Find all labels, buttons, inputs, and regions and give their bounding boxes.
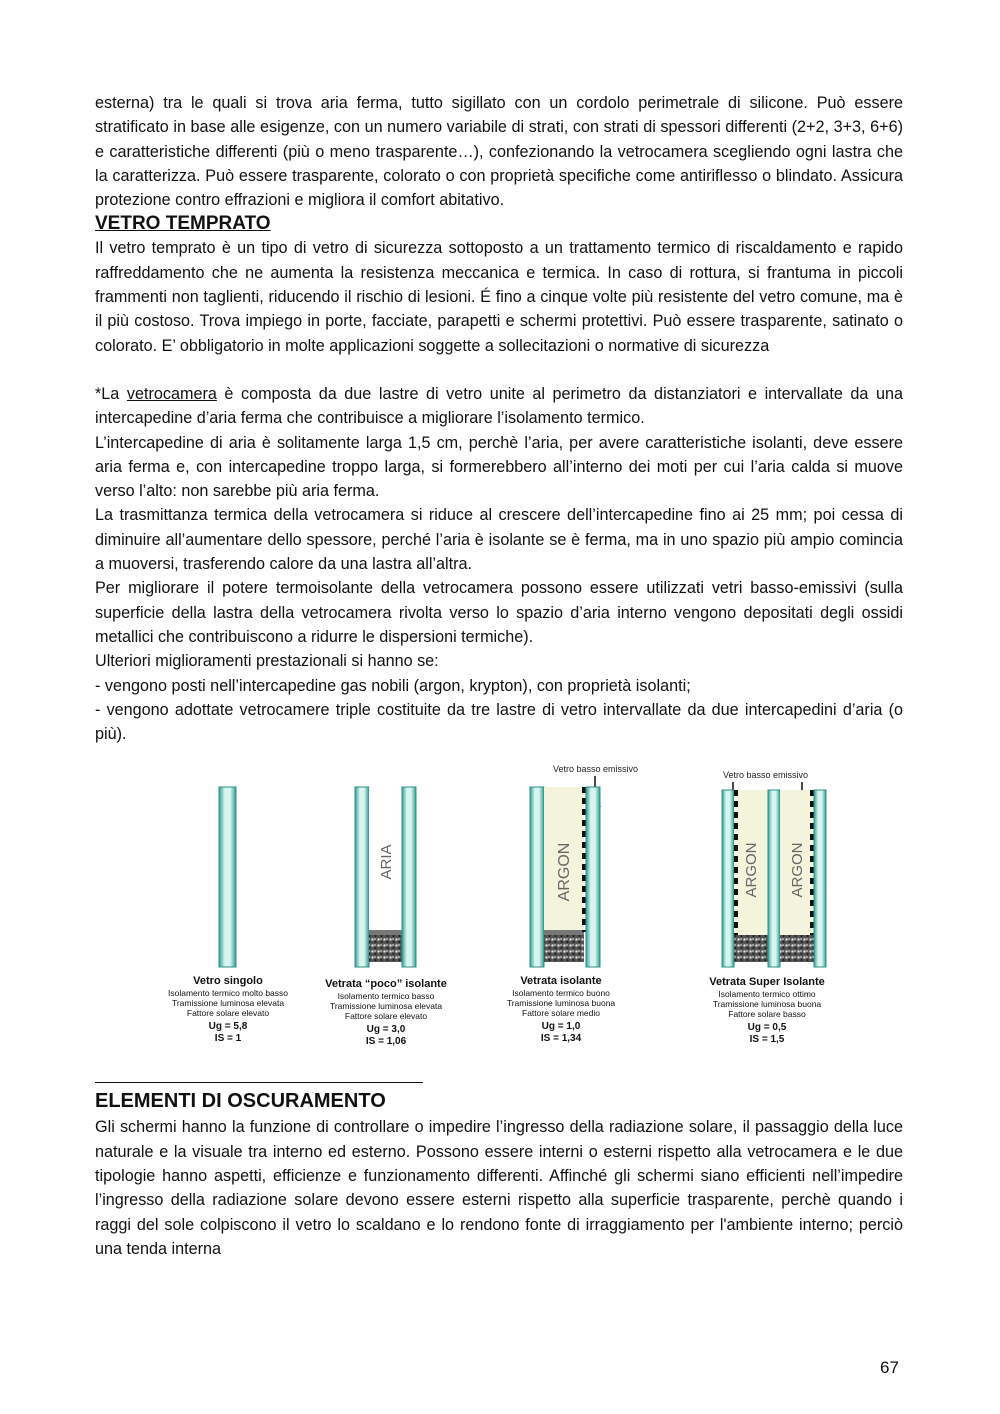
caption-3: [507, 975, 616, 1044]
note-paragraph-4: Per migliorare il potere termoisolante della vetrocamera possono essere utilizzati vetri basso-emissivi (sulla superficie della lastra della vetrocamera rivolta verso lo spazio d’aria interno vengono depositati degli ossidi metallici che contribuiscono a ridurre le dispersioni termiche).: [95, 579, 903, 646]
note-paragraph-1: [95, 382, 903, 431]
glazing-diagram: [95, 752, 903, 1052]
caption-3-is: IS = 1,34: [540, 1033, 582, 1045]
caption-1-ug: Ug = 5,8: [208, 1021, 248, 1033]
gas-label-argon-3: ARGON: [789, 842, 806, 898]
gas-label-aria: ARIA: [378, 844, 395, 880]
caption-1: [168, 975, 288, 1044]
caption-3-line2: Tramissione luminosa buona: [506, 998, 616, 1009]
intro-paragraph: esterna) tra le quali si trova aria ferma, tutto sigillato con un cordolo perimetrale di silicone. Può essere stratificato in base alle esigenze, con un numero variabile di strati, con strati di spessori differenti (2+2, 3+3, 6+6) e caratteristiche differenti (più o meno trasparente…), confezionando la vetrocamera scegliendo ogni lastra che la caratterizza. Può essere trasparente, colorato o con proprietà specifiche come antiriflesso o blindato. Assicura protezione contro effrazioni e migliora il comfort abitativo.: [95, 94, 903, 210]
caption-2-line2: Tramissione luminosa elevata: [329, 1001, 443, 1012]
caption-2-is: IS = 1,06: [365, 1036, 407, 1048]
caption-1-line2: Tramissione luminosa elevata: [171, 998, 285, 1009]
caption-2-line3: Fattore solare elevato: [344, 1011, 428, 1022]
gas-label-argon-2: ARGON: [743, 842, 760, 898]
heading-vetro-temprato: VETRO TEMPRATO: [95, 213, 271, 235]
caption-2: [325, 978, 447, 1047]
page-number: 67: [880, 1358, 899, 1377]
note-paragraph-6: - vengono posti nell’intercapedine gas nobili (argon, krypton), con proprietà isolanti;: [95, 676, 691, 695]
caption-4-line1: Isolamento termico ottimo: [718, 989, 816, 1000]
panel-air-glazing: [355, 787, 416, 967]
heading-oscuramento: ELEMENTI DI OSCURAMENTO: [95, 1090, 386, 1113]
gas-label-argon-1: ARGON: [556, 843, 573, 902]
caption-3-line1: Isolamento termico buono: [512, 988, 610, 999]
note-paragraph-2: L’intercapedine di aria è solitamente larga 1,5 cm, perchè l’aria, per avere caratteristiche isolanti, deve essere aria ferma e, con intercapedine troppo larga, si formerebbero all’interno dei moti per cui l’aria calda si muove verso l’alto: non sarebbe più aria ferma.: [95, 433, 903, 501]
caption-3-ug: Ug = 1,0: [541, 1021, 581, 1033]
oscuramento-paragraph: Gli schermi hanno la funzione di controllare o impedire l’ingresso della radiazione solare, il passaggio della luce naturale e la visuale tra interno ed esterno. Possono essere interni o esterni rispetto alla vetrocamera e le due tipologie hanno aspetti, efficienze e funzionamento differenti. Affinché gli schermi siano efficienti nell’impedire l’ingresso della radiazione solare devono essere esterni rispetto alla superficie trasparente, perchè quando i raggi del sole colpiscono il vetro lo scaldano e lo rendono fonte di irraggiamento per l'ambiente interno; perciò una tenda interna: [95, 1118, 903, 1258]
caption-2-line1: Isolamento termico basso: [337, 991, 435, 1002]
caption-4-is: IS = 1,5: [749, 1034, 785, 1046]
caption-1-line3: Fattore solare elevato: [186, 1008, 270, 1019]
separator-line: [95, 1082, 423, 1083]
caption-4-title: Vetrata Super Isolante: [709, 976, 825, 989]
caption-1-is: IS = 1: [214, 1033, 242, 1045]
note-prefix: *La: [95, 384, 127, 403]
note-rest: è composta da due lastre di vetro unite al perimetro da distanziatori e intervallate da una intercapedine d’aria ferma che contribuisce a migliorare l’isolamento termico.: [95, 384, 903, 428]
note-paragraph-3: La trasmittanza termica della vetrocamera si riduce al crescere dell’intercapedine fino ai 25 mm; poi cessa di diminuire all’aumentare dello spessore, perché l’aria è isolante se è ferma, ma in uno spazio più ampio comincia a muoversi, trasferendo calore da una lastra all’altra.: [95, 506, 903, 574]
note-paragraph-7: - vengono adottate vetrocamere triple costituite da tre lastre di vetro intervallate da due intercapedini d’aria (o più).: [95, 700, 903, 744]
low-e-label-2: Vetro basso emissivo: [723, 770, 809, 781]
spacer: [95, 358, 903, 382]
page-content: [95, 91, 903, 1261]
panel-triple-glazing: [722, 770, 826, 967]
caption-3-line3: Fattore solare medio: [522, 1008, 600, 1019]
low-e-label-1: Vetro basso emissivo: [553, 764, 639, 775]
caption-4-line3: Fattore solare basso: [728, 1009, 806, 1020]
caption-4: [709, 976, 825, 1045]
caption-1-title: Vetro singolo: [193, 975, 263, 988]
caption-2-title: Vetrata “poco” isolante: [325, 978, 447, 991]
note-paragraph-5: Ulteriori miglioramenti prestazionali si hanno se:: [95, 652, 439, 671]
caption-3-title: Vetrata isolante: [520, 975, 602, 988]
caption-1-line1: Isolamento termico molto basso: [168, 988, 288, 999]
panel-single-glass: [219, 787, 236, 967]
vetro-temprato-paragraph: Il vetro temprato è un tipo di vetro di sicurezza sottoposto a un trattamento termico di riscaldamento e rapido raffreddamento che ne aumenta la resistenza meccanica e termica. In caso di rottura, si frantuma in piccoli frammenti non taglienti, riducendo il rischio di lesioni. É fino a cinque volte più resistente del vetro comune, ma è il più costoso. Trova impiego in porte, facciate, parapetti e schermi protettivi. Può essere trasparente, satinato o colorato. E’ obbligatorio in molte applicazioni soggette a sollecitazioni o normative di sicurezza: [95, 239, 903, 355]
caption-4-ug: Ug = 0,5: [747, 1022, 787, 1034]
glazing-comparison-figure: [95, 752, 903, 1052]
note-term-vetrocamera: vetrocamera: [126, 384, 217, 403]
panel-argon-glazing: [530, 764, 638, 967]
caption-4-line2: Tramissione luminosa buona: [712, 999, 822, 1010]
caption-2-ug: Ug = 3,0: [366, 1024, 406, 1036]
